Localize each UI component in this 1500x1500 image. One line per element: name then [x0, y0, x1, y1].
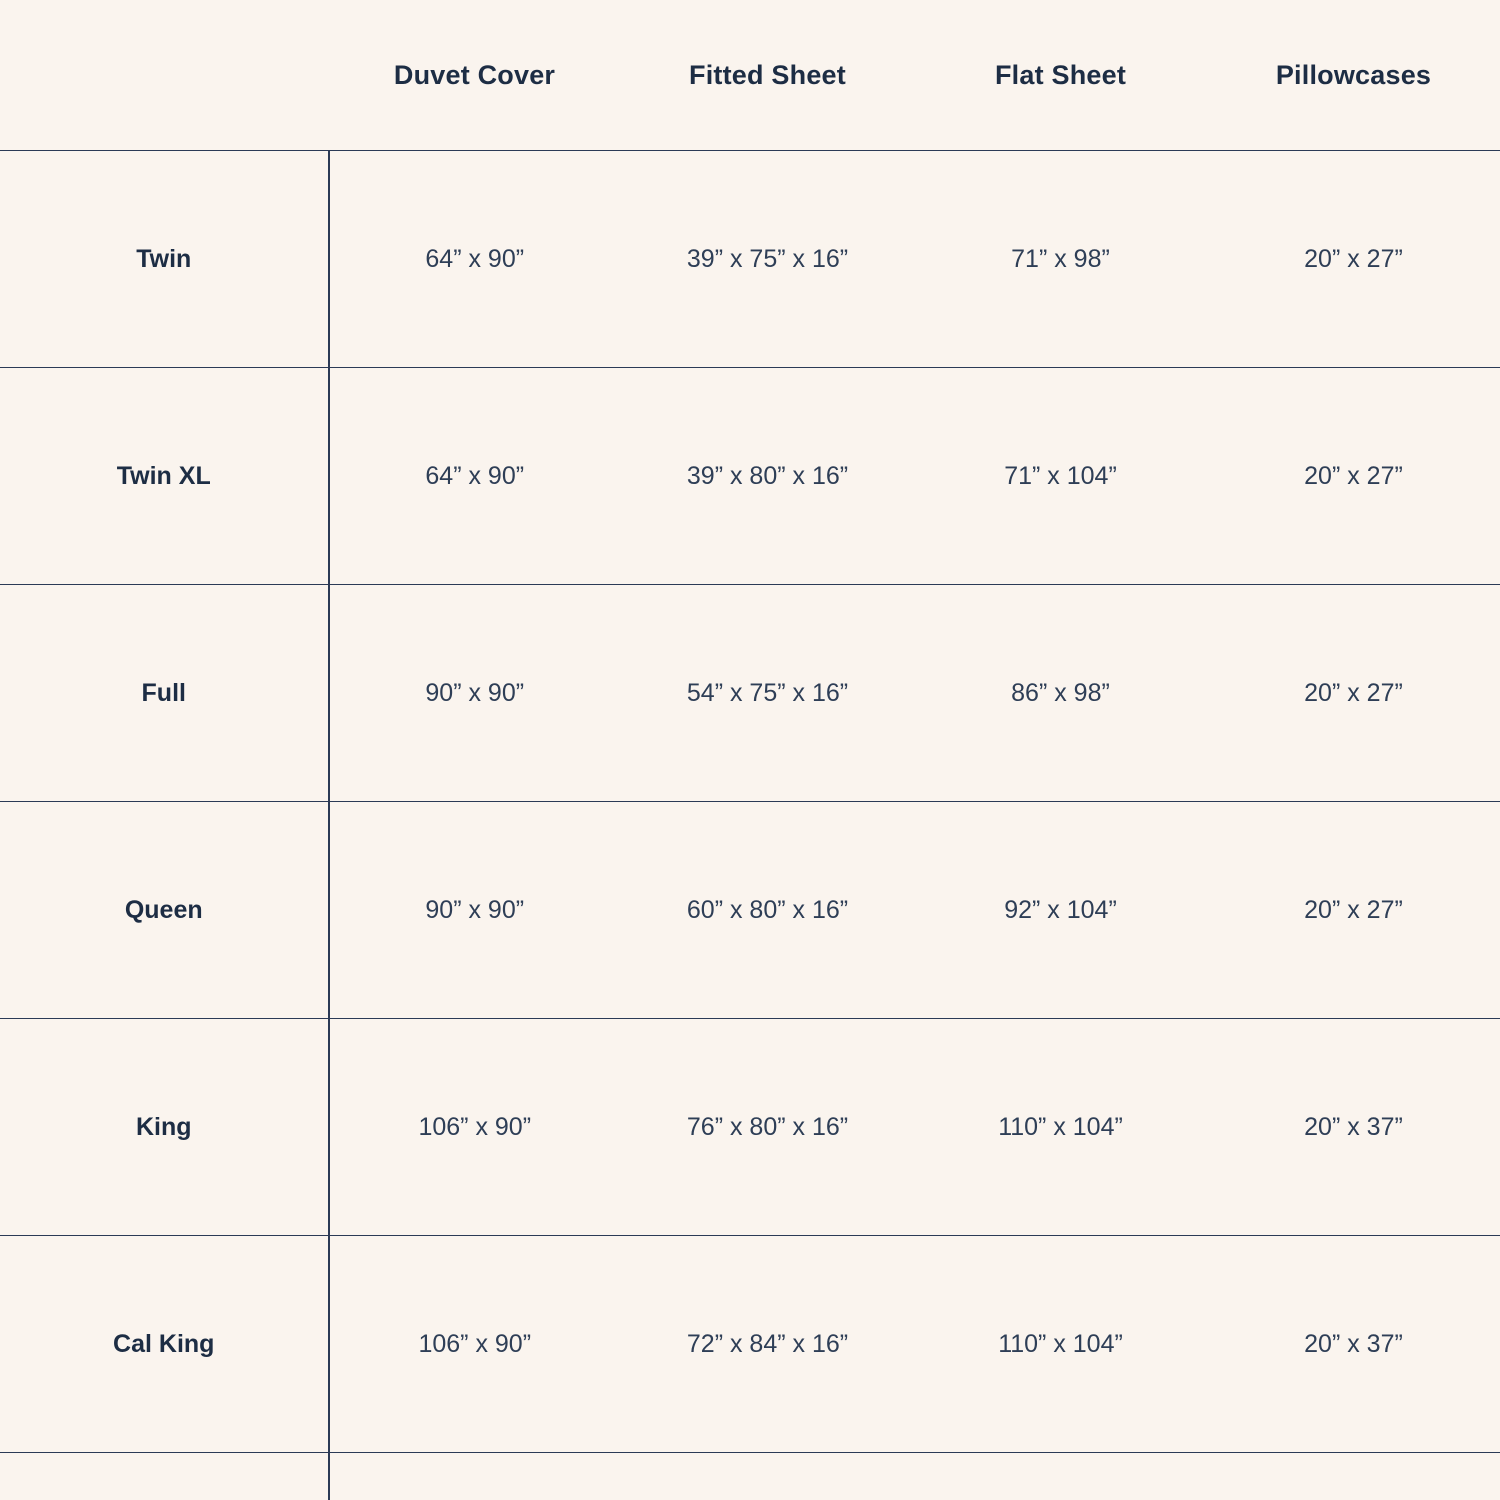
header-fitted-sheet: Fitted Sheet: [621, 0, 914, 151]
cell-full-duvet-cover: 90” x 90”: [328, 585, 621, 802]
row-label-queen: Queen: [0, 802, 328, 1019]
cell-king-flat-sheet: 110” x 104”: [914, 1019, 1207, 1236]
table-row: [0, 802, 1500, 1019]
cell-queen-flat-sheet: 92” x 104”: [914, 802, 1207, 1019]
cell-cal-king-duvet-cover: 106” x 90”: [328, 1236, 621, 1453]
table-row: [0, 1019, 1500, 1236]
cell-twin-xl-pillowcases: 20” x 27”: [1207, 368, 1500, 585]
cell-twin-pillowcases: 20” x 27”: [1207, 151, 1500, 368]
cell-king-pillowcases: 20” x 37”: [1207, 1019, 1500, 1236]
cell-full-flat-sheet: 86” x 98”: [914, 585, 1207, 802]
header-pillowcases: Pillowcases: [1207, 0, 1500, 151]
vertical-divider: [328, 150, 330, 1500]
header-corner: [0, 0, 328, 151]
row-label-full: Full: [0, 585, 328, 802]
table-row: [0, 1236, 1500, 1453]
table-row: [0, 368, 1500, 585]
cell-queen-duvet-cover: 90” x 90”: [328, 802, 621, 1019]
cell-cal-king-pillowcases: 20” x 37”: [1207, 1236, 1500, 1453]
cell-cal-king-flat-sheet: 110” x 104”: [914, 1236, 1207, 1453]
cell-cal-king-fitted-sheet: 72” x 84” x 16”: [621, 1236, 914, 1453]
cell-twin-flat-sheet: 71” x 98”: [914, 151, 1207, 368]
row-label-twin: Twin: [0, 151, 328, 368]
table-body: [0, 151, 1500, 1453]
row-label-twin-xl: Twin XL: [0, 368, 328, 585]
cell-king-duvet-cover: 106” x 90”: [328, 1019, 621, 1236]
cell-twin-fitted-sheet: 39” x 75” x 16”: [621, 151, 914, 368]
row-label-cal-king: Cal King: [0, 1236, 328, 1453]
cell-full-pillowcases: 20” x 27”: [1207, 585, 1500, 802]
header-flat-sheet: Flat Sheet: [914, 0, 1207, 151]
row-label-king: King: [0, 1019, 328, 1236]
header-row: [0, 0, 1500, 151]
cell-queen-fitted-sheet: 60” x 80” x 16”: [621, 802, 914, 1019]
cell-twin-xl-fitted-sheet: 39” x 80” x 16”: [621, 368, 914, 585]
cell-twin-xl-flat-sheet: 71” x 104”: [914, 368, 1207, 585]
header-duvet-cover: Duvet Cover: [328, 0, 621, 151]
table-header: [0, 0, 1500, 151]
table-row: [0, 585, 1500, 802]
cell-twin-xl-duvet-cover: 64” x 90”: [328, 368, 621, 585]
cell-king-fitted-sheet: 76” x 80” x 16”: [621, 1019, 914, 1236]
cell-queen-pillowcases: 20” x 27”: [1207, 802, 1500, 1019]
cell-full-fitted-sheet: 54” x 75” x 16”: [621, 585, 914, 802]
cell-twin-duvet-cover: 64” x 90”: [328, 151, 621, 368]
table-row: [0, 151, 1500, 368]
